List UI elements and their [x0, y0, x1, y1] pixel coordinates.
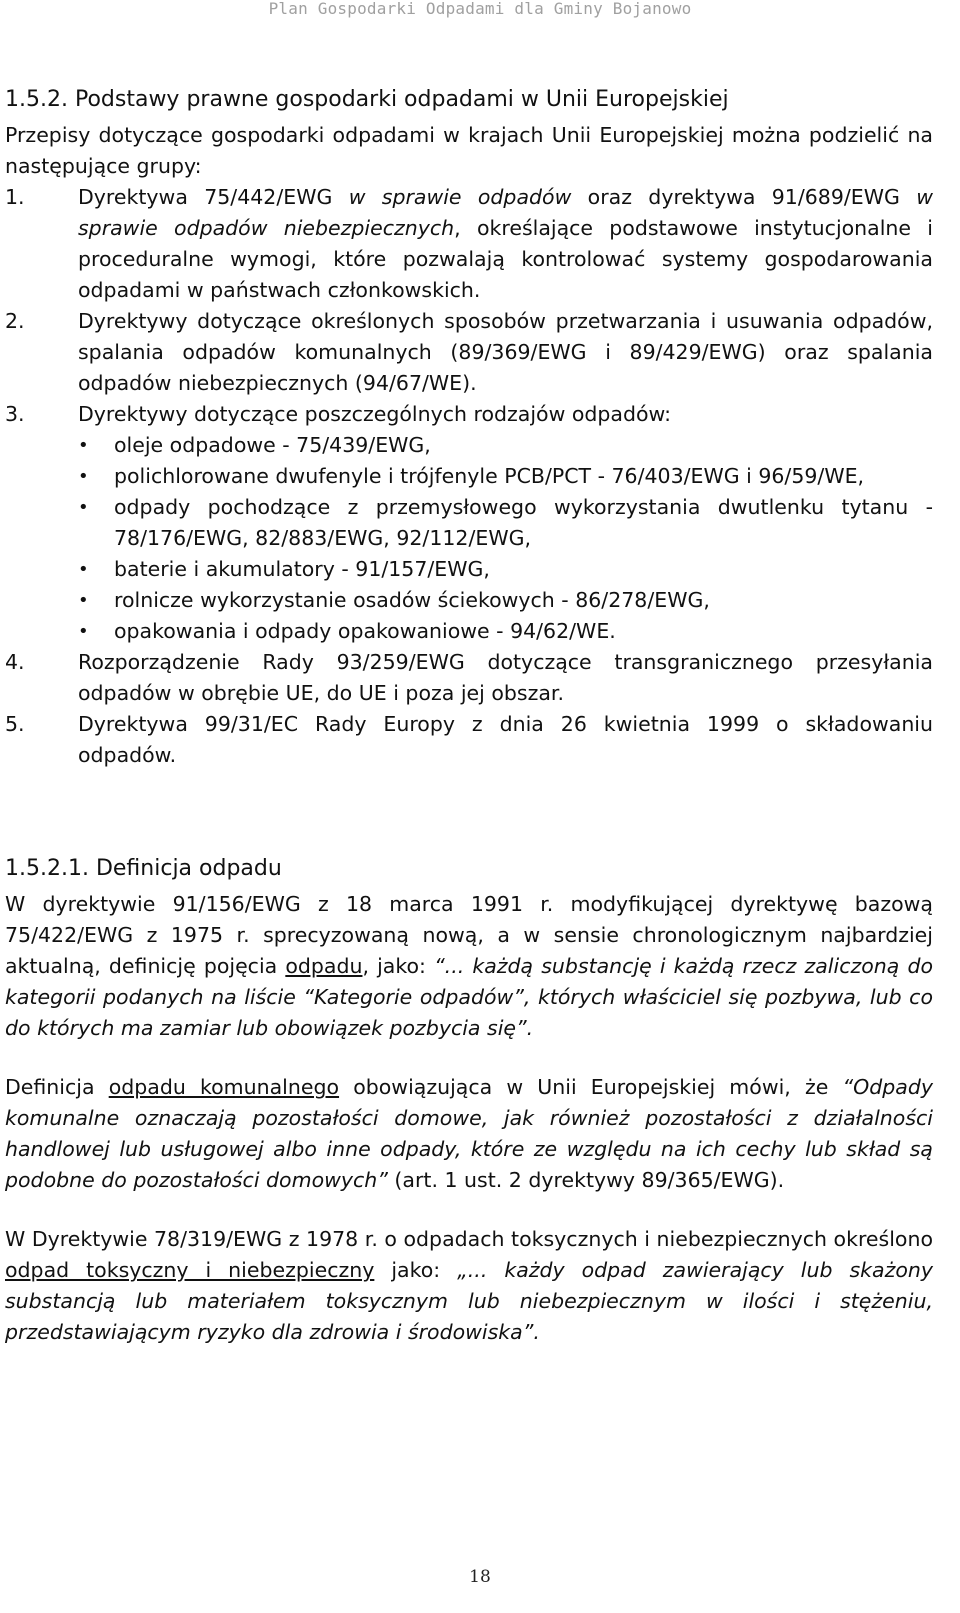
list-number: 5.: [5, 712, 25, 736]
item-text: Dyrektywy dotyczące określonych sposobów przetwarzania i usuwania odpadów, spalania odpadów komunalnych (89/369/EWG i 89/429/EWG) oraz spalania odpadów niebezpiecznych (94/67/WE).: [78, 309, 933, 395]
term-link-toxic-waste: odpad toksyczny i niebezpieczny: [5, 1258, 375, 1282]
section-intro: Przepisy dotyczące gospodarki odpadami w krajach Unii Europejskiej można podzielić na następujące grupy:: [5, 123, 933, 178]
bullet-text: polichlorowane dwufenyle i trójfenyle PCB/PCT - 76/403/EWG i 96/59/WE,: [114, 464, 865, 488]
paragraph-text: (art. 1 ust. 2 dyrektywy 89/365/EWG).: [387, 1168, 785, 1192]
list-item: [5, 182, 933, 306]
list-number: 3.: [5, 402, 25, 426]
bullet-item: [78, 461, 933, 492]
bullet-icon: •: [78, 590, 89, 611]
definition-quote: “Odpady komunalne oznaczają pozostałości domowe, jak również pozostałości z działalności handlowej lub usługowej albo inne odpady, które ze względu na ich cechy lub skład są podobne do pozostałości domowych”: [5, 1075, 933, 1192]
subsection-heading: 1.5.2.1. Definicja odpadu: [5, 856, 282, 881]
item-text: , określające podstawowe instytucjonalne i proceduralne wymogi, które pozwalają kontrolować systemy gospodarowania odpadami w państwach członkowskich.: [78, 216, 933, 302]
definition-paragraph-waste: [5, 889, 933, 1044]
bullet-item: [78, 492, 933, 554]
bullet-text: oleje odpadowe - 75/439/EWG,: [114, 433, 431, 457]
list-number: 4.: [5, 650, 25, 674]
paragraph-text: W Dyrektywie 78/319/EWG z 1978 r. o odpadach toksycznych i niebezpiecznych określono: [5, 1227, 933, 1251]
bullet-text: odpady pochodzące z przemysłowego wykorzystania dwutlenku tytanu - 78/176/EWG, 82/883/EWG, 92/112/EWG,: [114, 495, 933, 550]
term-link-municipal-waste: odpadu komunalnego: [108, 1075, 340, 1099]
definition-quote: „... każdy odpad zawierający lub skażony substancją lub materiałem toksycznym lub niebezpiecznym w ilości i stężeniu, przedstawiającym ryzyko dla zdrowia i środowiska”.: [5, 1258, 933, 1344]
bullet-text: baterie i akumulatory - 91/157/EWG,: [114, 557, 490, 581]
item-text: oraz dyrektywa 91/689/EWG: [571, 185, 917, 209]
paragraph-text: jako:: [374, 1258, 458, 1282]
item-text: Dyrektywa 99/31/EC Rady Europy z dnia 26 kwietnia 1999 o składowaniu odpadów.: [78, 712, 933, 767]
list-number: 1.: [5, 185, 25, 209]
list-item: [5, 647, 933, 709]
list-item: [5, 709, 933, 771]
paragraph-text: , jako:: [362, 954, 435, 978]
paragraph-text: Definicja: [5, 1075, 109, 1099]
bullet-item: [78, 616, 933, 647]
definition-quote: “... każdą substancję i każdą rzecz zaliczoną do kategorii podanych na liście “Kategorie odpadów”, których właściciel się pozbywa, lub co do których ma zamiar lub obowiązek pozbycia się”.: [5, 954, 933, 1040]
item-text: Dyrektywy dotyczące poszczególnych rodzajów odpadów:: [78, 402, 672, 426]
page-number: 18: [469, 1567, 491, 1587]
bullet-item: [78, 585, 933, 616]
bullet-item: [78, 430, 933, 461]
term-link-waste: odpadu: [285, 954, 363, 978]
spacer: [5, 1044, 933, 1072]
running-header: Plan Gospodarki Odpadami dla Gminy Bojanowo: [268, 0, 692, 18]
bullet-icon: •: [78, 466, 89, 487]
bullet-icon: •: [78, 621, 89, 642]
list-item: [5, 399, 933, 647]
list-number: 2.: [5, 309, 25, 333]
bullet-text: opakowania i odpady opakowaniowe - 94/62/WE.: [114, 619, 616, 643]
item-text: Rozporządzenie Rady 93/259/EWG dotyczące transgranicznego przesyłania odpadów w obrębie UE, do UE i poza jej obszar.: [78, 650, 933, 705]
document-body: [5, 84, 933, 1348]
item-text-italic: w sprawie odpadów niebezpiecznych: [78, 185, 933, 240]
item-text-italic: w sprawie odpadów: [348, 185, 572, 209]
bullet-item: [78, 554, 933, 585]
bullet-text: rolnicze wykorzystanie osadów ściekowych - 86/278/EWG,: [114, 588, 710, 612]
definition-paragraph-municipal: [5, 1072, 933, 1196]
spacer: [5, 771, 933, 853]
waste-types-list: [78, 430, 933, 647]
list-item: [5, 306, 933, 399]
directive-groups-list: [5, 182, 933, 771]
paragraph-text: obowiązująca w Unii Europejskiej mówi, że: [339, 1075, 843, 1099]
section-heading: 1.5.2. Podstawy prawne gospodarki odpadami w Unii Europejskiej: [5, 87, 729, 112]
definition-paragraph-toxic: [5, 1224, 933, 1348]
paragraph-text: W dyrektywie 91/156/EWG z 18 marca 1991 r. modyfikującej dyrektywę bazową 75/422/EWG z 1975 r. sprecyzowaną nową, a w sensie chronologicznym najbardziej aktualną, definicję pojęcia: [5, 892, 933, 978]
bullet-icon: •: [78, 559, 89, 580]
item-text: Dyrektywa 75/442/EWG: [78, 185, 349, 209]
bullet-icon: •: [78, 435, 89, 456]
spacer: [5, 1196, 933, 1224]
bullet-icon: •: [78, 497, 89, 518]
